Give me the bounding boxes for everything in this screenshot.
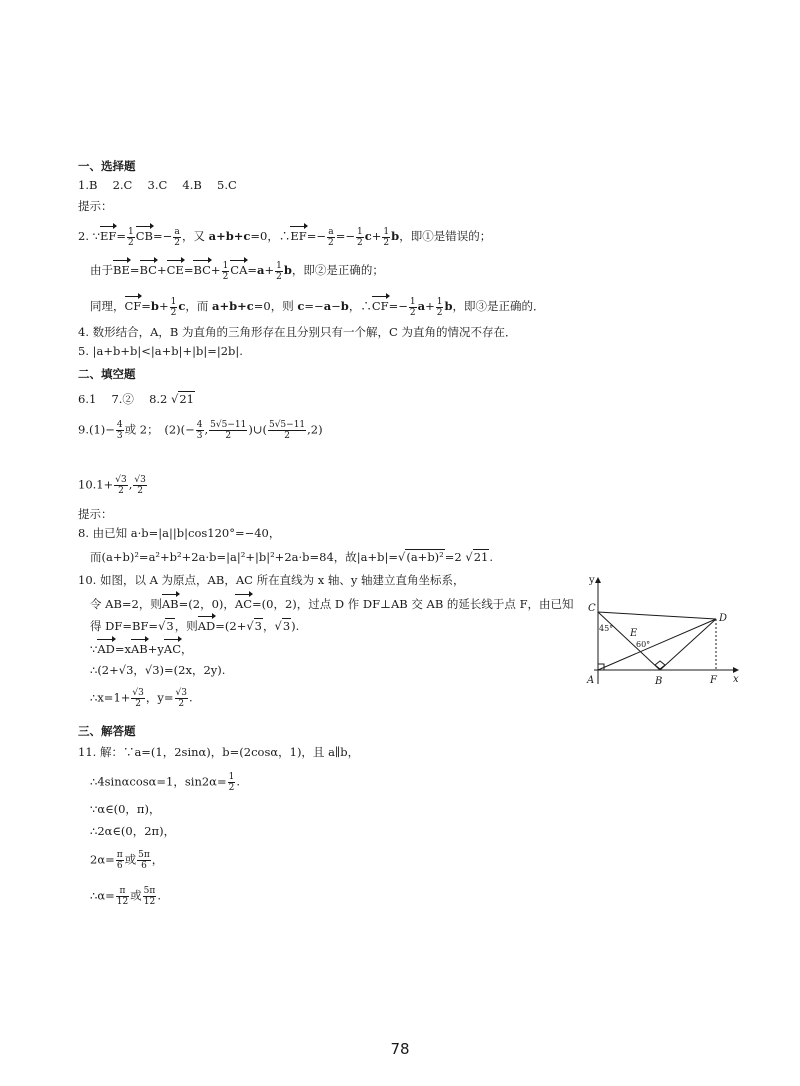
section-heading-solve: 三、解答题 bbox=[78, 724, 136, 738]
hint8-line2: 而(a+b)²=a²+b²+2a·b=|a|²+|b|²+2a·b=84，故|a+b|=√(a+b)²=2 √21. bbox=[90, 550, 494, 564]
q2-line3: 同理，CF=b+ $\frac{1}{2}$ c，而 a+b+c=0，则 c=−a−b，∴CF=− $\frac{1}{2}$ a+ $\frac{1}{2}$ b，即③是正确的． bbox=[90, 296, 545, 318]
angle-45: 45° bbox=[599, 624, 614, 633]
q4-answer: 4. 数形结合，A，B 为直角的三角形存在且分别只有一个解，C 为直角的情况不存在． bbox=[78, 325, 517, 339]
fill-answer-10: 10.1+ $\frac{√3}{2}$ , $\frac{√3}{2}$ bbox=[78, 475, 146, 496]
hint10-line1: 10. 如图，以 A 为原点，AB，AC 所在直线为 x 轴、y 轴建立直角坐标系， bbox=[78, 573, 465, 587]
page-number: 78 bbox=[390, 1040, 410, 1058]
segment-cb bbox=[598, 612, 660, 670]
hint-label-2: 提示： bbox=[78, 507, 113, 521]
hint10-line4: ∵AD=xAB+yAC， bbox=[90, 638, 193, 657]
hint8-line1: 8. 由已知 a·b=|a||b|cos120°=−40， bbox=[78, 526, 281, 540]
q11-line2: ∴4sinαcosα=1，sin2α= $\frac{1}{2}$ . bbox=[90, 772, 240, 793]
label-b: B bbox=[655, 676, 663, 687]
hint10-line5: ∴(2+√3，√3)=(2x，2y). bbox=[90, 663, 226, 677]
segment-cd bbox=[598, 612, 716, 619]
q11-line3: ∵α∈(0，π)， bbox=[90, 802, 161, 816]
fill-answers-6-8: 6.1 7.② 8.2 √21 bbox=[78, 392, 194, 406]
hint10-line2: 令 AB=2，则AB=(2，0)，AC=(0，2)，过点 D 作 DF⊥AB 交 AB 的延长线于点 F，由已知 bbox=[90, 593, 574, 612]
label-f: F bbox=[710, 675, 717, 686]
hint-label: 提示： bbox=[78, 199, 113, 213]
q11-line4: ∴2α∈(0，2π)， bbox=[90, 824, 176, 838]
geometry-figure bbox=[582, 570, 742, 688]
angle-60: 60° bbox=[636, 640, 651, 649]
label-a: A bbox=[587, 675, 595, 686]
q11-line5: 2α= $\frac{\pi}{6}$ 或 $\frac{5\pi}{6}$ ， bbox=[90, 850, 164, 871]
segment-ad bbox=[598, 619, 716, 670]
fill-answer-9: 9.(1)− $\frac{4}{3}$ 或 2； (2)(− $\frac{4}{3}$ , $\frac{5√5-11}{2}$ )∪( $\frac{5√5-11}{2}$ ,2) bbox=[78, 420, 323, 441]
q5-answer: 5. |a+b+b|<|a+b|+|b|=|2b|. bbox=[78, 344, 243, 358]
q2-line2: 由于BE=BC+CE=BC+ $\frac{1}{2}$ CA=a+ $\frac{1}{2}$ b，即②是正确的； bbox=[90, 260, 384, 282]
choice-answers: 1.B 2.C 3.C 4.B 5.C bbox=[78, 178, 237, 192]
section-heading-choice: 一、选择题 bbox=[78, 159, 136, 173]
q2-line1: 2. ∵EF= $\frac{1}{2}$ CB=− $\frac{a}{2}$ ，又 a+b+c=0，∴EF=− $\frac{a}{2}$ =− $\frac{1}{2}$ c+ $\frac{1}{2}$ b，即①是错误的； bbox=[78, 226, 492, 248]
segment-bd bbox=[660, 619, 716, 670]
label-y: y bbox=[589, 575, 595, 586]
label-e: E bbox=[630, 628, 638, 639]
label-d: D bbox=[719, 613, 728, 624]
label-c: C bbox=[588, 603, 596, 614]
section-heading-fill: 二、填空题 bbox=[78, 367, 136, 381]
hint10-line3: 得 DF=BF=√3，则AD=(2+√3，√3). bbox=[90, 615, 299, 634]
q11-line1: 11. 解：∵a=(1，2sinα)，b=(2cosα，1)，且 a∥b， bbox=[78, 745, 360, 759]
q11-line6: ∴α= $\frac{\pi}{12}$ 或 $\frac{5\pi}{12}$ . bbox=[90, 886, 161, 907]
right-angle-b bbox=[655, 661, 665, 669]
hint10-line6: ∴x=1+ $\frac{√3}{2}$ ，y= $\frac{√3}{2}$ . bbox=[90, 688, 193, 709]
label-x: x bbox=[733, 674, 739, 685]
